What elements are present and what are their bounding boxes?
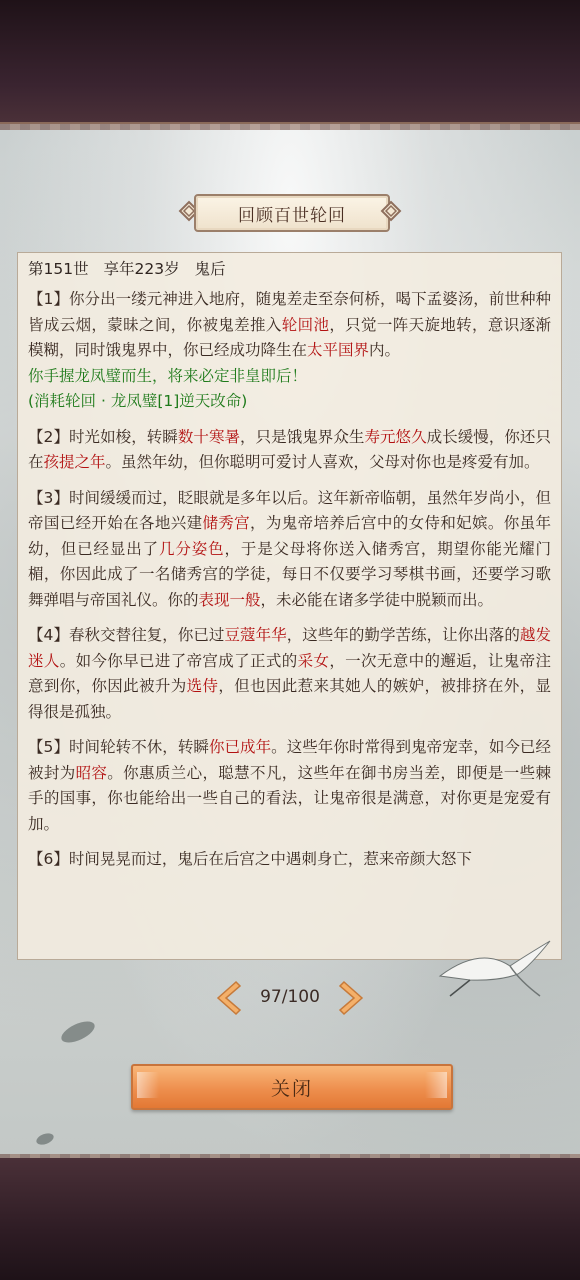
event-paragraph [28,735,551,837]
highlight-text: 太平国界 [307,341,370,359]
event-text: 【3】时间缓缓而过，眨眼就是多年以后。这年新帝临朝，虽然年岁尚小，但帝国已经开始在各地兴建 [28,488,551,532]
age-label: 享年223岁 [103,260,180,278]
event-text: ，只是饿鬼界众生 [240,427,365,446]
top-frame [0,0,580,122]
event-text: 。你惠质兰心，聪慧不凡，这些年在御书房当差，即便是一些棘手的国事，你也能给出一些自己的看法，让鬼帝很是满意，对你更是宠爱有加。 [28,763,551,833]
highlight-text: 轮回池 [281,315,330,334]
title-plate [194,194,390,232]
event-text: 内。 [369,341,401,359]
highlight-text: 越发迷人 [28,626,551,670]
event-text: 。这些年你时常得到鬼帝宠幸，如今已经被封为 [28,738,551,782]
event-text: ，只觉一阵天旋地转，意识逐渐模糊，同时饿鬼界中，你已经成功降生在 [28,315,551,359]
event-text: ，于是父母将你送入储秀宫，期望你能光耀门楣，你因此成了一名储秀宫的学徒，每日不仅要学习琴棋书画，还要学习歌舞弹唱与帝国礼仪。你的 [28,539,551,609]
highlight-text: 选侍 [186,677,219,695]
event-paragraph [28,486,551,614]
event-text: 。如今你早已进了帝宫成了正式的 [59,651,298,670]
panel-title-banner [178,192,402,232]
ornament-icon [380,200,402,222]
close-button-label: 关闭 [270,1077,313,1100]
event-text: ，一次无意中的邂逅，让鬼帝注意到你，你因此被升为 [28,651,551,695]
fate-change-note: (消耗轮回 · 龙凤璧[1]逆天改命) [28,392,248,410]
event-paragraph [28,847,551,873]
highlight-text: 储秀宫 [202,514,251,532]
close-button[interactable] [131,1064,453,1110]
event-paragraph [28,623,551,725]
life-header [28,255,551,283]
highlight-text: 你已成年 [208,738,272,756]
event-text: 【2】时光如梭，转瞬 [28,427,178,446]
crane-decoration [430,936,560,1006]
highlight-text: 豆蔻年华 [224,626,287,644]
page-indicator: 97/100 [260,987,320,1007]
highlight-text: 孩提之年 [43,453,106,471]
pagination [210,980,370,1016]
event-text: ，这些年的勤学苦练，让你出落的 [286,626,520,644]
event-text: 。虽然年幼，但你聪明可爱讨人喜欢，父母对你也是疼爱有加。 [105,453,540,471]
chevron-left-icon[interactable] [210,980,244,1016]
highlight-text: 几分姿色 [158,539,225,558]
life-record-scroll[interactable] [17,252,562,960]
bottom-frame [0,1158,580,1280]
event-paragraph [28,425,551,476]
highlight-text: 表现一般 [198,590,261,609]
reincarnation-panel [0,122,580,1162]
event-text: ，未必能在诸多学徒中脱颖而出。 [260,590,494,609]
role-label: 鬼后 [194,260,226,278]
event-text: 成长缓慢，你还只在 [28,427,551,471]
ink-leaf-decoration [35,1131,55,1147]
event-text: 【5】时间轮转不休，转瞬 [28,738,209,756]
page-title: 回顾百世轮回 [238,205,346,226]
highlight-text: 寿元悠久 [364,427,427,446]
ink-leaf-decoration [58,1017,97,1047]
highlight-text: 数十寒暑 [177,427,241,446]
event-text: ，为鬼帝培养后宫中的女侍和妃嫔。你虽年幼，但已经显出了 [28,514,551,558]
fate-change-note: 你手握龙凤璧而生，将来必定非皇即后！ [28,366,308,385]
event-text: 【4】春秋交替往复，你已过 [28,626,225,644]
highlight-text: 采女 [297,651,330,670]
event-list [28,287,551,873]
chevron-right-icon[interactable] [336,980,370,1016]
event-paragraph [28,287,551,415]
highlight-text: 昭容 [75,763,108,782]
event-text: 【1】你分出一缕元神进入地府，随鬼差走至奈何桥，喝下孟婆汤，前世种种皆成云烟，蒙昧之间，你被鬼差推入 [28,290,551,334]
event-text: 【6】时间晃晃而过，鬼后在后宫之中遇刺身亡，惹来帝颜大怒下 [28,850,472,868]
generation-label: 第151世 [28,260,89,278]
event-text: ，但也因此惹来其她人的嫉妒，被排挤在外，显得很是孤独。 [28,677,551,721]
